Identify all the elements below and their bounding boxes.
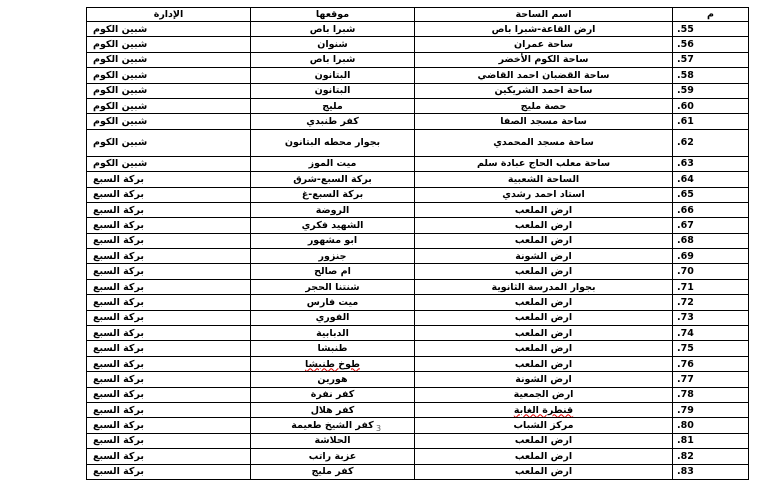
square-location: كفر الشيخ طعيمة: [251, 418, 415, 433]
square-name: ارض الملعب: [415, 464, 673, 479]
square-admin: بركة السبع: [87, 449, 251, 464]
squares-table: [86, 7, 749, 480]
row-number: .74: [673, 326, 749, 341]
square-location: البتانون: [251, 83, 415, 98]
square-location: مليج: [251, 98, 415, 113]
square-location: بركة السبع-شرق: [251, 172, 415, 187]
square-admin: شبين الكوم: [87, 83, 251, 98]
square-name: بجوار المدرسة الثانوية: [415, 279, 673, 294]
square-name: ارض الملعب: [415, 433, 673, 448]
header-num: م: [673, 8, 749, 22]
row-number: .59: [673, 83, 749, 98]
square-name: ارض الملعب: [415, 233, 673, 248]
table-row: [87, 68, 749, 83]
square-admin: بركة السبع: [87, 249, 251, 264]
table-row: [87, 129, 749, 156]
square-location: الحلاشة: [251, 433, 415, 448]
square-location: بركة السبع-غ: [251, 187, 415, 202]
square-admin: بركة السبع: [87, 433, 251, 448]
table-row: [87, 218, 749, 233]
square-location: شبرا باص: [251, 52, 415, 67]
row-number: .79: [673, 402, 749, 417]
square-location: شنتنا الحجر: [251, 279, 415, 294]
square-admin: شبين الكوم: [87, 156, 251, 171]
square-admin: بركة السبع: [87, 418, 251, 433]
square-name: ارض الملعب: [415, 310, 673, 325]
square-name: ارض الملعب: [415, 218, 673, 233]
square-name: ارض الملعب: [415, 295, 673, 310]
table-row: [87, 264, 749, 279]
row-number: .69: [673, 249, 749, 264]
square-admin: بركة السبع: [87, 187, 251, 202]
square-name: ساحة القضبان احمد القاضي: [415, 68, 673, 83]
table-row: [87, 114, 749, 129]
row-number: .73: [673, 310, 749, 325]
page-number: 3: [376, 424, 382, 433]
table-row: [87, 310, 749, 325]
square-location: ابو مشهور: [251, 233, 415, 248]
table-row: [87, 356, 749, 371]
square-name: ارض الجمعية: [415, 387, 673, 402]
row-number: .81: [673, 433, 749, 448]
row-number: .60: [673, 98, 749, 113]
table-row: [87, 433, 749, 448]
table-row: [87, 22, 749, 37]
square-name: ارض الشونة: [415, 249, 673, 264]
row-number: .72: [673, 295, 749, 310]
square-location: كفر مليج: [251, 464, 415, 479]
table-row: [87, 249, 749, 264]
table-row: [87, 387, 749, 402]
square-admin: بركة السبع: [87, 341, 251, 356]
square-name: ارض الملعب: [415, 356, 673, 371]
square-location: الفوري: [251, 310, 415, 325]
square-location: بجوار محطه البتانون: [251, 129, 415, 156]
table-row: [87, 172, 749, 187]
square-name: ساحة الكوم الأخضر: [415, 52, 673, 67]
row-number: .56: [673, 37, 749, 52]
square-name: ارض الملعب: [415, 202, 673, 217]
square-location: ميت فارس: [251, 295, 415, 310]
row-number: .58: [673, 68, 749, 83]
square-name: ارض الملعب: [415, 326, 673, 341]
row-number: .62: [673, 129, 749, 156]
square-location: الشهيد فكري: [251, 218, 415, 233]
square-name: قنطرة الغابة: [415, 402, 673, 417]
square-location: طوخ طنبشا: [251, 356, 415, 371]
row-number: .65: [673, 187, 749, 202]
square-name: ارض الملعب: [415, 341, 673, 356]
table-row: [87, 52, 749, 67]
row-number: .77: [673, 372, 749, 387]
row-number: .71: [673, 279, 749, 294]
table-body: [87, 22, 749, 480]
square-admin: شبين الكوم: [87, 129, 251, 156]
row-number: .75: [673, 341, 749, 356]
square-location: الروضة: [251, 202, 415, 217]
table-row: [87, 341, 749, 356]
square-name: ارض الملعب: [415, 449, 673, 464]
square-name: ساحة احمد الشريكين: [415, 83, 673, 98]
row-number: .66: [673, 202, 749, 217]
document-sheet: [86, 7, 748, 480]
row-number: .68: [673, 233, 749, 248]
row-number: .82: [673, 449, 749, 464]
square-name: ارض الشونة: [415, 372, 673, 387]
square-location: كفر نفرة: [251, 387, 415, 402]
table-row: [87, 326, 749, 341]
square-location: ميت الموز: [251, 156, 415, 171]
table-row: [87, 37, 749, 52]
square-name: ساحة مسجد الصفا: [415, 114, 673, 129]
square-admin: بركة السبع: [87, 402, 251, 417]
square-location: شنوان: [251, 37, 415, 52]
square-name: ارض القاعة-شبرا باص: [415, 22, 673, 37]
header-admin: الإدارة: [87, 8, 251, 22]
square-name: استاد احمد رشدي: [415, 187, 673, 202]
row-number: .70: [673, 264, 749, 279]
square-admin: شبين الكوم: [87, 68, 251, 83]
square-location: عزبة راتب: [251, 449, 415, 464]
square-name: الساحة الشعبية: [415, 172, 673, 187]
table-row: [87, 279, 749, 294]
square-location: كفر هلال: [251, 402, 415, 417]
square-admin: شبين الكوم: [87, 114, 251, 129]
square-location: كفر طنبدي: [251, 114, 415, 129]
square-admin: بركة السبع: [87, 356, 251, 371]
square-admin: بركة السبع: [87, 279, 251, 294]
square-admin: بركة السبع: [87, 387, 251, 402]
square-name: ساحة معلب الحاج عبادة سلم: [415, 156, 673, 171]
square-admin: بركة السبع: [87, 202, 251, 217]
row-number: .76: [673, 356, 749, 371]
table-row: [87, 83, 749, 98]
square-location: ام صالح: [251, 264, 415, 279]
square-location: هورين: [251, 372, 415, 387]
row-number: .63: [673, 156, 749, 171]
table-row: [87, 464, 749, 479]
square-location: جنزور: [251, 249, 415, 264]
table-row: [87, 295, 749, 310]
square-name: حصة مليج: [415, 98, 673, 113]
square-admin: بركة السبع: [87, 464, 251, 479]
square-location: شبرا باص: [251, 22, 415, 37]
square-location: الدبابية: [251, 326, 415, 341]
square-admin: بركة السبع: [87, 372, 251, 387]
table-row: [87, 156, 749, 171]
table-row: [87, 233, 749, 248]
row-number: .78: [673, 387, 749, 402]
row-number: .64: [673, 172, 749, 187]
header-name: اسم الساحة: [415, 8, 673, 22]
square-admin: بركة السبع: [87, 326, 251, 341]
square-admin: بركة السبع: [87, 310, 251, 325]
table-row: [87, 202, 749, 217]
row-number: .57: [673, 52, 749, 67]
table-header-row: [87, 8, 749, 22]
square-name: مركز الشباب: [415, 418, 673, 433]
square-admin: بركة السبع: [87, 295, 251, 310]
row-number: .67: [673, 218, 749, 233]
square-location: طنبشا: [251, 341, 415, 356]
square-admin: بركة السبع: [87, 172, 251, 187]
square-location: البتانون: [251, 68, 415, 83]
square-admin: بركة السبع: [87, 264, 251, 279]
square-admin: بركة السبع: [87, 218, 251, 233]
header-location: موقعها: [251, 8, 415, 22]
row-number: .83: [673, 464, 749, 479]
square-admin: شبين الكوم: [87, 22, 251, 37]
row-number: .61: [673, 114, 749, 129]
row-number: .80: [673, 418, 749, 433]
square-admin: شبين الكوم: [87, 98, 251, 113]
table-row: [87, 418, 749, 433]
square-admin: شبين الكوم: [87, 52, 251, 67]
square-admin: بركة السبع: [87, 233, 251, 248]
square-admin: شبين الكوم: [87, 37, 251, 52]
table-row: [87, 98, 749, 113]
table-row: [87, 449, 749, 464]
square-name: ساحة مسجد المحمدي: [415, 129, 673, 156]
square-name: ارض الملعب: [415, 264, 673, 279]
square-name: ساحة عمران: [415, 37, 673, 52]
table-row: [87, 402, 749, 417]
table-row: [87, 372, 749, 387]
table-row: [87, 187, 749, 202]
row-number: .55: [673, 22, 749, 37]
